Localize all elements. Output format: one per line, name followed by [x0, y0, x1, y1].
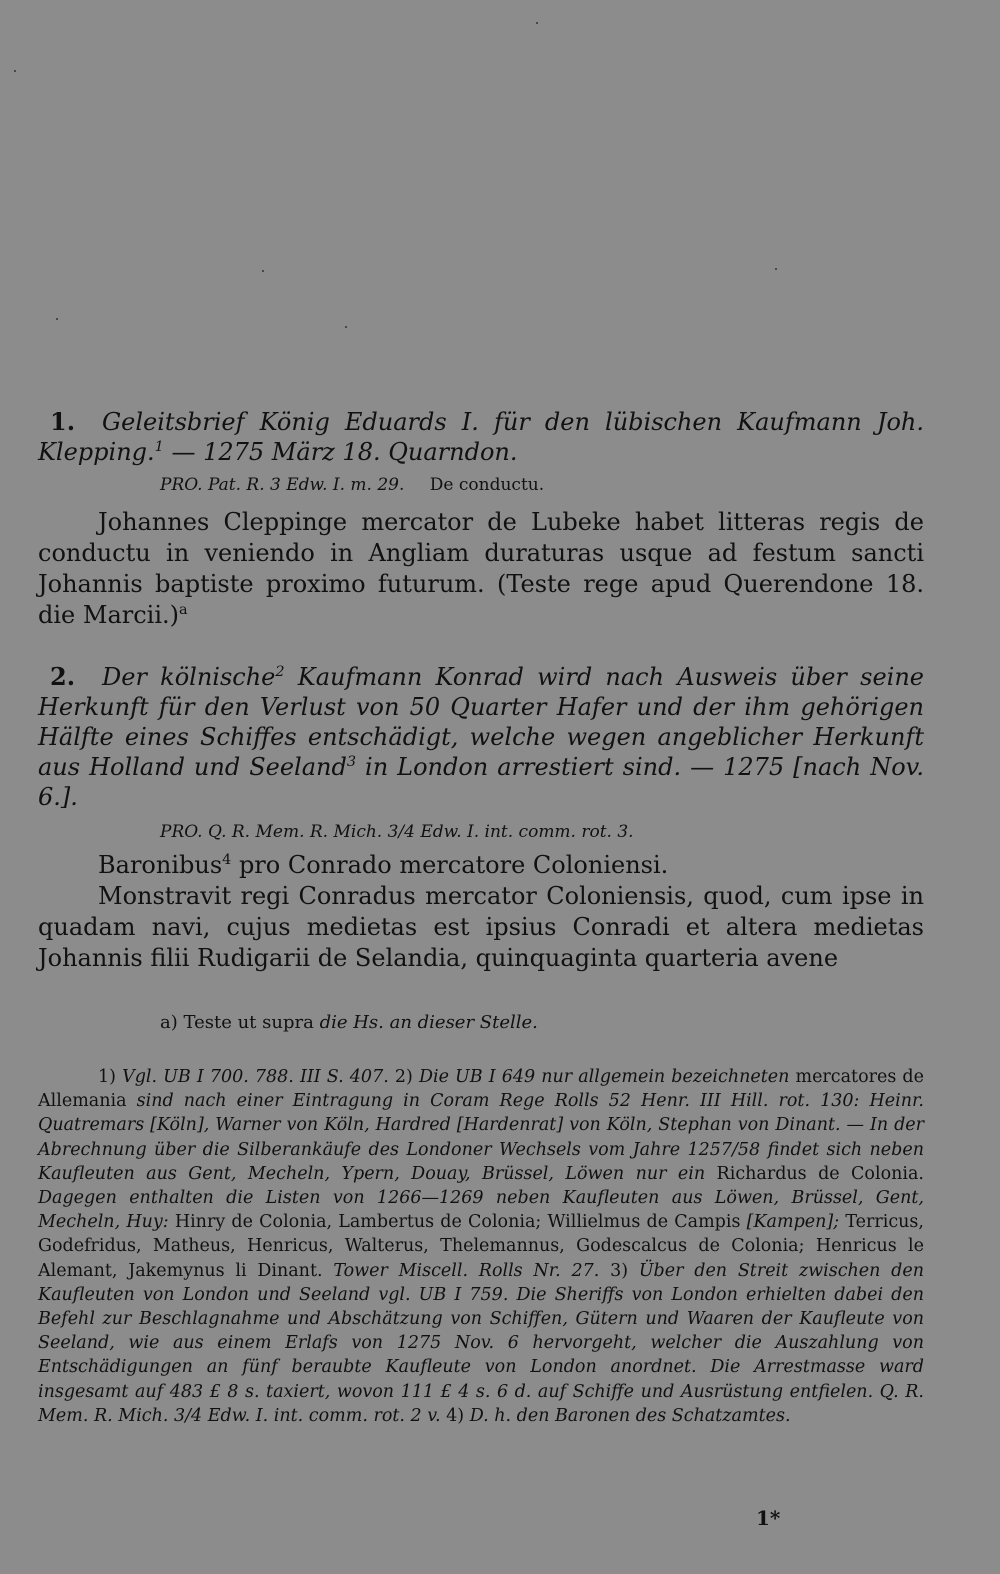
footnote-mark: 3 — [346, 754, 357, 770]
scan-speck — [56, 318, 58, 320]
entry-2-text: Monstravit regi Conradus mercator Coloniensis, quod, cum ipse in quadam navi, cujus medietas est ipsius Conradi et altera medietas Johannis filii Rudigarii de Selandia, quinquaginta quarteria avene — [38, 882, 924, 972]
entry-2-address-part1: Baronibus — [98, 851, 223, 879]
footnote-segment: Die UB I 649 nur allgemein bezeichneten — [418, 1067, 790, 1087]
entry-1-source-heading: De conductu. — [429, 475, 545, 495]
footnote-segment: 4) — [446, 1405, 465, 1426]
textual-note-label: a) Teste ut supra — [160, 1012, 314, 1033]
entry-1-number: 1. — [50, 407, 76, 436]
footnote-segment: [Kampen]; — [746, 1212, 840, 1233]
footnote-segment: D. h. den Baronen des Schatzamtes. — [469, 1405, 791, 1426]
entry-1-text — [38, 507, 924, 631]
scan-speck — [775, 268, 777, 270]
footnote-mark: 1 — [154, 439, 164, 455]
footnote-segment: mercatores de Allemania — [38, 1067, 924, 1112]
textual-note-a — [160, 1012, 538, 1033]
footnote-segment: Vgl. UB I 700. 788. III S. 407. — [122, 1067, 389, 1087]
entry-2-address — [38, 850, 924, 881]
scan-speck — [262, 270, 264, 272]
entry-1 — [38, 407, 924, 631]
entry-1-source-ref: PRO. Pat. R. 3 Edw. I. m. 29. — [160, 475, 405, 495]
footnote-mark: 2 — [275, 664, 285, 680]
page-signature: 1* — [756, 1506, 781, 1530]
footnote-segment: Terricus, Godefridus, Matheus, Henricus, Walterus, Thelemannus, Godescalcus de Colonia; Henricus le Alemant, Jakemynus li Dinant. — [38, 1212, 924, 1281]
textual-note-mark: a — [179, 602, 188, 618]
footnote-segment: Dagegen enthalten die Listen von 1266—1269 neben Kaufleuten aus Löwen, Brüssel, Gent, Mecheln, Huy: — [38, 1188, 924, 1233]
entry-1-date-place: — 1275 März 18. Quarndon. — [171, 438, 518, 466]
entry-2-address-part2: pro Conrado mercatore Coloniensi. — [238, 851, 669, 879]
footnotes — [38, 1065, 924, 1428]
footnote-segment: 1) — [98, 1067, 116, 1087]
entry-2-heading — [38, 662, 924, 812]
footnote-segment: 2) — [394, 1067, 413, 1087]
footnote-segment: sind nach einer Eintragung in Coram Rege Rolls 52 Henr. III Hill. rot. 130: Heinr. Quatremars [Köln], Warner von Köln, Hardred [Hardenrat] von Köln, Stephan von Dinant. — In der Abrechnung über die Silberankäufe des Londoner Wechsels vom Jahre 1257/58 findet sich neben Kaufleuten aus Gent, Mecheln, Ypern, Douay, Brüssel, Löwen nur ein — [38, 1091, 924, 1184]
entry-1-heading — [38, 407, 924, 467]
entry-1-text-content: Johannes Cleppinge mercator de Lubeke habet litteras regis de conductu in veniendo in Angliam duraturas usque ad festum sancti Johannis baptiste proximo futurum. (Teste rege apud Querendone 18. die Marcii.) — [38, 508, 924, 629]
footnote-segment: Hinry de Colonia, Lambertus de Colonia; Willielmus de Campis — [174, 1212, 741, 1233]
entry-2-source-ref: PRO. Q. R. Mem. R. Mich. 3/4 Edw. I. int. comm. rot. 3. — [160, 822, 634, 842]
textual-note-text: die Hs. an dieser Stelle. — [319, 1012, 538, 1033]
entry-2-title-part2: Kaufmann Konrad wird nach Ausweis über seine Herkunft für den Verlust von 50 Quarter Hafer und der ihm gehörigen Hälfte eines Schiffes entschädigt, welche wegen angeblicher Herkunft aus Holland und Seeland — [38, 663, 924, 781]
entry-2-title-part1: Der kölnische — [102, 663, 276, 691]
entry-2-title-part3: in London arrestiert sind. — 1275 [nach Nov. 6.]. — [38, 753, 924, 811]
scan-speck — [536, 22, 538, 24]
footnote-segment: 3) — [610, 1260, 629, 1281]
footnote-segment: Richardus de Colonia. — [716, 1163, 924, 1184]
entry-2-source — [160, 820, 924, 844]
footnote-segment: Tower Miscell. Rolls Nr. 27. — [333, 1260, 600, 1281]
entry-1-title: Geleitsbrief König Eduards I. für den lübischen Kaufmann Joh. Klepping. — [38, 408, 924, 466]
footnote-mark: 4 — [222, 852, 232, 868]
scan-speck — [345, 326, 347, 328]
entry-2-number: 2. — [50, 662, 76, 691]
entry-2 — [38, 662, 924, 974]
footnote-segment: Über den Streit zwischen den Kaufleuten von London und Seeland vgl. UB I 759. Die Sheriffs von London erhielten dabei den Befehl zur Beschlagnahme und Abschätzung von Schiffen, Gütern und Waaren der Kaufleute von Seeland, wie aus einem Erlafs von 1275 Nov. 6 hervorgeht, welcher die Auszahlung von Entschädigungen an fünf beraubte Kaufleute von London anordnet. Die Arrestmasse ward insgesamt auf 483 £ 8 s. taxiert, wovon 111 £ 4 s. 6 d. auf Schiffe und Ausrüstung entfielen. Q. R. Mem. R. Mich. 3/4 Edw. I. int. comm. rot. 2 v. — [38, 1260, 924, 1426]
scan-speck — [14, 70, 16, 72]
entry-1-source — [160, 473, 924, 497]
